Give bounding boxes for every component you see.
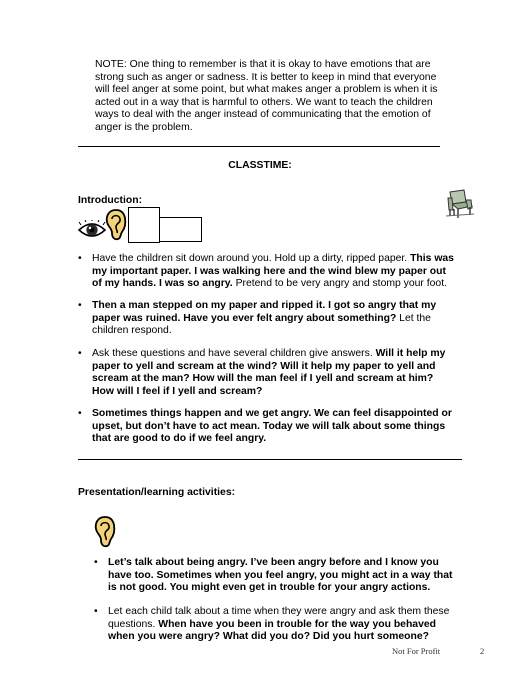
footer-text: Not For Profit <box>392 646 441 656</box>
bullet-marker: • <box>94 557 98 568</box>
bullet-text: Let each child talk about a time when they were angry and ask them these questions. When have you been in trouble for the way you behaved when you were angry? What did you do? Did you hurt someone? <box>108 606 450 643</box>
introduction-heading: Introduction: <box>78 195 143 206</box>
bullet-marker: • <box>78 408 82 419</box>
bullet-text: Have the children sit down around you. Hold up a dirty, ripped paper. This was my important paper. I was walking here and the wind blew my paper out of my hands. I was so angry. Pretend to be very angry and stomp your foot. <box>92 253 454 290</box>
bullet-marker: • <box>78 253 82 264</box>
bullet-text: Sometimes things happen and we get angry. We can feel disappointed or upset, but don’t have to act mean. Today we will talk about some things that are good to do if we feel angry. <box>92 408 452 445</box>
empty-box-tall <box>128 207 160 243</box>
bullet-text: Let’s talk about being angry. I’ve been angry before and I know you have too. Sometimes when you feel angry, you might act in a way that is not good. You might even get in trouble for your angry actions. <box>108 557 453 594</box>
classtime-heading: CLASSTIME: <box>228 160 292 171</box>
ear-icon <box>104 208 128 242</box>
bullet-text: Then a man stepped on my paper and ripped it. I got so angry that my paper was ruined. Have you ever felt angry about something? Let the children respond. <box>92 300 437 337</box>
divider-top <box>78 146 440 147</box>
chair-icon <box>444 188 476 220</box>
page-number: 2 <box>480 646 485 656</box>
bullet-marker: • <box>78 348 82 359</box>
bullet-marker: • <box>78 300 82 311</box>
note-paragraph: NOTE: One thing to remember is that it is okay to have emotions that are strong such as anger or sadness. It is better to keep in mind that everyone will feel anger at some point, but what makes anger a problem is when it is acted out in a way that is harmful to others. We want to teach the children ways to deal with the anger instead of communicating that the emotion of anger is the problem. <box>95 59 438 133</box>
presentation-heading: Presentation/learning activities: <box>78 487 236 498</box>
empty-box-wide <box>159 217 202 242</box>
eye-icon <box>78 220 106 240</box>
bullet-marker: • <box>94 606 98 617</box>
ear-icon <box>93 515 117 549</box>
bullet-text: Ask these questions and have several children give answers. Will it help my paper to yell and scream at the wind? Will it help my paper to yell and scream at the man? How will the man feel if I yell and scream at him? How will I feel if I yell and scream? <box>92 348 446 397</box>
divider-middle <box>78 459 462 460</box>
